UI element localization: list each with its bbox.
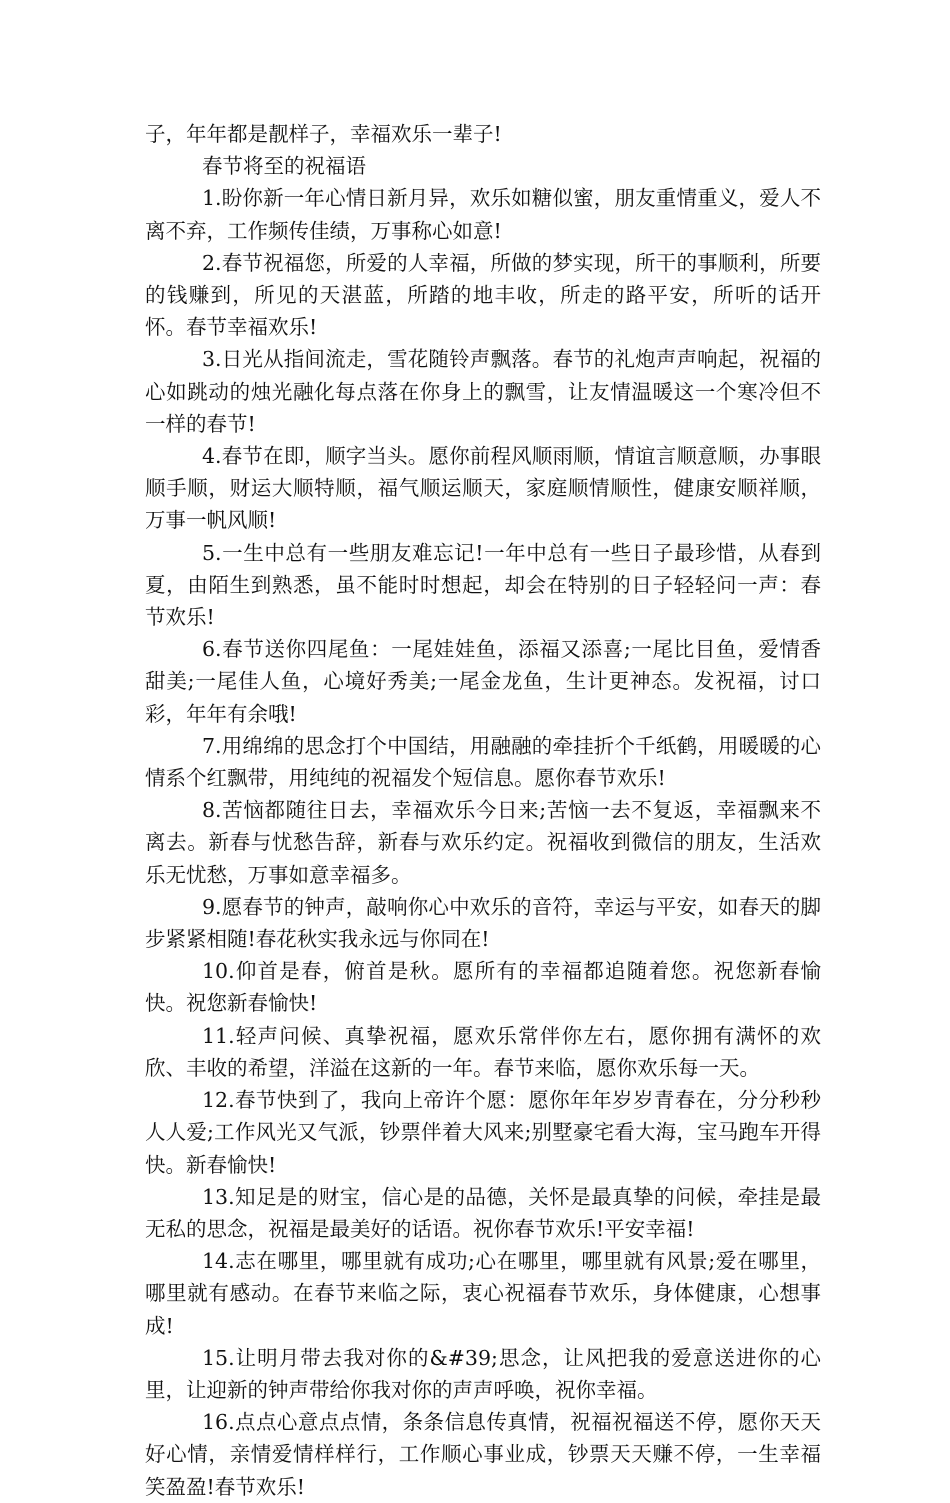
paragraph-14: 14.志在哪里，哪里就有成功;心在哪里，哪里就有风景;爱在哪里，哪里就有感动。在春节来临之际，衷心祝福春节欢乐，身体健康，心想事成! [145, 1249, 821, 1338]
paragraph-list [145, 182, 821, 1502]
paragraph-12: 12.春节快到了，我向上帝许个愿：愿你年年岁岁青春在，分分秒秒人人爱;工作风光又气派，钞票伴着大风来;别墅豪宅看大海，宝马跑车开得快。新春愉快! [145, 1088, 821, 1177]
paragraph-8: 8.苦恼都随往日去，幸福欢乐今日来;苦恼一去不复返，幸福飘来不离去。新春与忧愁告辞，新春与欢乐约定。祝福收到微信的朋友，生活欢乐无忧愁，万事如意幸福多。 [145, 798, 821, 887]
paragraph-13: 13.知足是的财宝，信心是的品德，关怀是最真挚的问候，牵挂是最无私的思念，祝福是最美好的话语。祝你春节欢乐!平安幸福! [145, 1184, 821, 1241]
paragraph-7: 7.用绵绵的思念打个中国结，用融融的牵挂折个千纸鹤，用暖暖的心情系个红飘带，用纯纯的祝福发个短信息。愿你春节欢乐! [145, 733, 821, 791]
paragraph-15: 15.让明月带去我对你的&#39;思念，让风把我的爱意送进你的心里，让迎新的钟声带给你我对你的声声呼唤，祝你幸福。 [145, 1345, 821, 1402]
paragraph-1: 1.盼你新一年心情日新月异，欢乐如糖似蜜，朋友重情重义，爱人不离不弃，工作频传佳绩，万事称心如意! [145, 186, 821, 243]
paragraph-10: 10.仰首是春，俯首是秋。愿所有的幸福都追随着您。祝您新春愉快。祝您新春愉快! [145, 959, 821, 1016]
paragraph-2: 2.春节祝福您，所爱的人幸福，所做的梦实现，所干的事顺利，所要的钱赚到，所见的天湛蓝，所踏的地丰收，所走的路平安，所听的话开怀。春节幸福欢乐! [145, 250, 821, 340]
paragraph-11: 11.轻声问候、真挚祝福，愿欢乐常伴你左右，愿你拥有满怀的欢欣、丰收的希望，洋溢在这新的一年。春节来临，愿你欢乐每一天。 [145, 1023, 821, 1080]
lead-line: 子，年年都是靓样子，幸福欢乐一辈子! [145, 122, 502, 146]
paragraph-3: 3.日光从指间流走，雪花随铃声飘落。春节的礼炮声声响起，祝福的心如跳动的烛光融化每点落在你身上的飘雪，让友情温暖这一个寒冷但不一样的春节! [145, 347, 821, 436]
document-page [145, 118, 821, 1503]
paragraph-9: 9.愿春节的钟声，敲响你心中欢乐的音符，幸运与平安，如春天的脚步紧紧相随!春花秋实我永远与你同在! [145, 894, 821, 952]
paragraph-4: 4.春节在即，顺字当头。愿你前程风顺雨顺，情谊言顺意顺，办事眼顺手顺，财运大顺特顺，福气顺运顺天，家庭顺情顺性，健康安顺祥顺，万事一帆风顺! [145, 444, 821, 533]
section-heading: 春节将至的祝福语 [202, 154, 366, 179]
paragraph-5: 5.一生中总有一些朋友难忘记!一年中总有一些日子最珍惜，从春到夏，由陌生到熟悉，虽不能时时想起，却会在特别的日子轻轻问一声：春节欢乐! [145, 540, 821, 630]
paragraph-6: 6.春节送你四尾鱼：一尾娃娃鱼，添福又添喜;一尾比目鱼，爱情香甜美;一尾佳人鱼，心境好秀美;一尾金龙鱼，生计更神态。发祝福，讨口彩，年年有余哦! [145, 637, 821, 726]
paragraph-16: 16.点点心意点点情，条条信息传真情，祝福祝福送不停，愿你天天好心情，亲情爱情样样行，工作顺心事业成，钞票天天赚不停，一生幸福笑盈盈!春节欢乐! [145, 1410, 821, 1499]
